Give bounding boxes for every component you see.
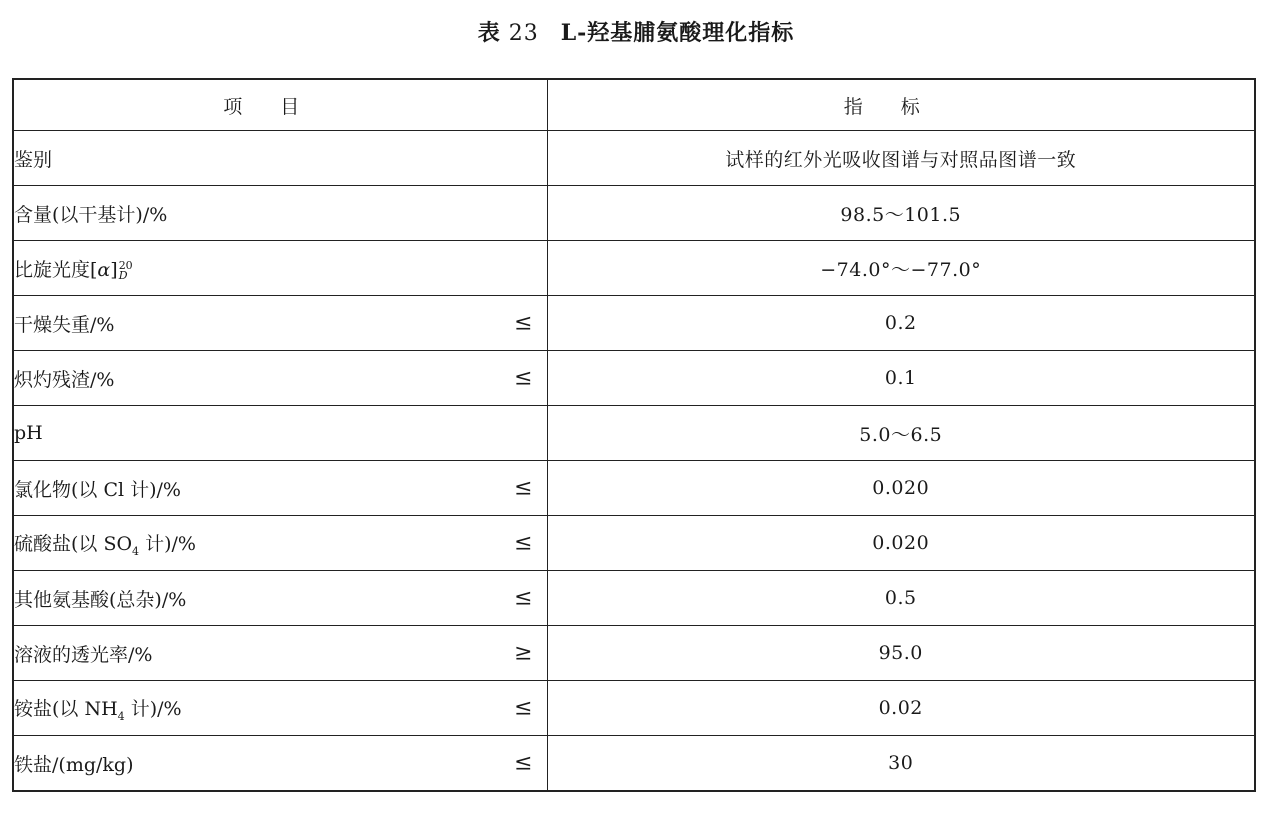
row-item-cell xyxy=(13,186,547,241)
row-value: 5.0～6.5 xyxy=(547,406,1255,461)
subscript-4: 4 xyxy=(132,544,140,558)
table-row xyxy=(13,461,1255,516)
spec-table xyxy=(12,78,1256,792)
row-item-cell xyxy=(13,626,547,681)
row-item-label: 溶液的透光率/% xyxy=(14,643,153,666)
table-row xyxy=(13,736,1255,792)
row-item-cell xyxy=(13,406,547,461)
row-value: 98.5～101.5 xyxy=(547,186,1255,241)
row-operator: ≤ xyxy=(514,695,533,721)
table-row xyxy=(13,296,1255,351)
row-item-label: 炽灼残渣/% xyxy=(14,368,115,391)
table-row xyxy=(13,131,1255,186)
row-item-label-post: 计)/% xyxy=(124,697,182,720)
row-item-label: 铁盐/(mg/kg) xyxy=(14,753,134,776)
row-item-cell xyxy=(13,516,547,571)
row-item-label-pre: 铵盐(以 NH xyxy=(14,697,118,720)
row-item-label: pH xyxy=(14,422,43,444)
row-value: 试样的红外光吸收图谱与对照品图谱一致 xyxy=(547,131,1255,186)
row-item-label: 鉴别 xyxy=(14,148,53,171)
row-operator: ≥ xyxy=(514,640,533,666)
row-operator: ≤ xyxy=(514,750,533,776)
row-value: 30 xyxy=(547,736,1255,792)
row-value: 0.1 xyxy=(547,351,1255,406)
subscript-4: 4 xyxy=(117,709,125,723)
row-operator: ≤ xyxy=(514,365,533,391)
temperature-superscript: 20 xyxy=(118,258,133,272)
row-operator: ≤ xyxy=(514,530,533,556)
header-index: 指标 xyxy=(547,79,1255,131)
table-row xyxy=(13,571,1255,626)
alpha-symbol: α xyxy=(97,258,111,281)
row-item-label: 其他氨基酸(总杂)/% xyxy=(14,588,187,611)
row-item-label: 含量(以干基计)/% xyxy=(14,203,168,226)
row-item-cell xyxy=(13,461,547,516)
table-title xyxy=(0,16,1272,47)
table-row xyxy=(13,516,1255,571)
row-operator: ≤ xyxy=(514,585,533,611)
row-value: 95.0 xyxy=(547,626,1255,681)
table-row xyxy=(13,241,1255,296)
row-item-label: 氯化物(以 Cl 计)/% xyxy=(14,478,181,501)
table-row xyxy=(13,681,1255,736)
row-item-label: 干燥失重/% xyxy=(14,313,115,336)
row-item-cell xyxy=(13,736,547,792)
row-value: 0.020 xyxy=(547,461,1255,516)
row-item-cell xyxy=(13,296,547,351)
row-value: 0.2 xyxy=(547,296,1255,351)
table-number: 23 xyxy=(508,21,539,46)
row-item-label xyxy=(14,532,196,558)
table-header-row xyxy=(13,79,1255,131)
row-operator: ≤ xyxy=(514,475,533,501)
row-value: −74.0°～−77.0° xyxy=(547,241,1255,296)
header-item: 项目 xyxy=(13,79,547,131)
row-value: 0.5 xyxy=(547,571,1255,626)
table-row xyxy=(13,186,1255,241)
sodium-d-subscript: D xyxy=(118,268,128,282)
table-row xyxy=(13,626,1255,681)
table-row xyxy=(13,351,1255,406)
row-item-cell xyxy=(13,131,547,186)
row-item-label-pre: 比旋光度[ xyxy=(14,258,98,281)
row-item-label-post: ] xyxy=(110,258,118,281)
row-item-label xyxy=(14,697,182,723)
table-row xyxy=(13,406,1255,461)
table-title-prefix: 表 xyxy=(477,20,501,46)
row-item-cell xyxy=(13,571,547,626)
row-item-cell xyxy=(13,681,547,736)
row-item-label xyxy=(14,259,133,281)
row-value: 0.02 xyxy=(547,681,1255,736)
row-item-label-post: 计)/% xyxy=(139,532,196,555)
row-item-cell xyxy=(13,241,547,296)
table-title-text: L-羟基脯氨酸理化指标 xyxy=(560,20,795,46)
row-item-label-pre: 硫酸盐(以 SO xyxy=(14,532,133,555)
row-item-cell xyxy=(13,351,547,406)
row-operator: ≤ xyxy=(514,310,533,336)
row-value: 0.020 xyxy=(547,516,1255,571)
